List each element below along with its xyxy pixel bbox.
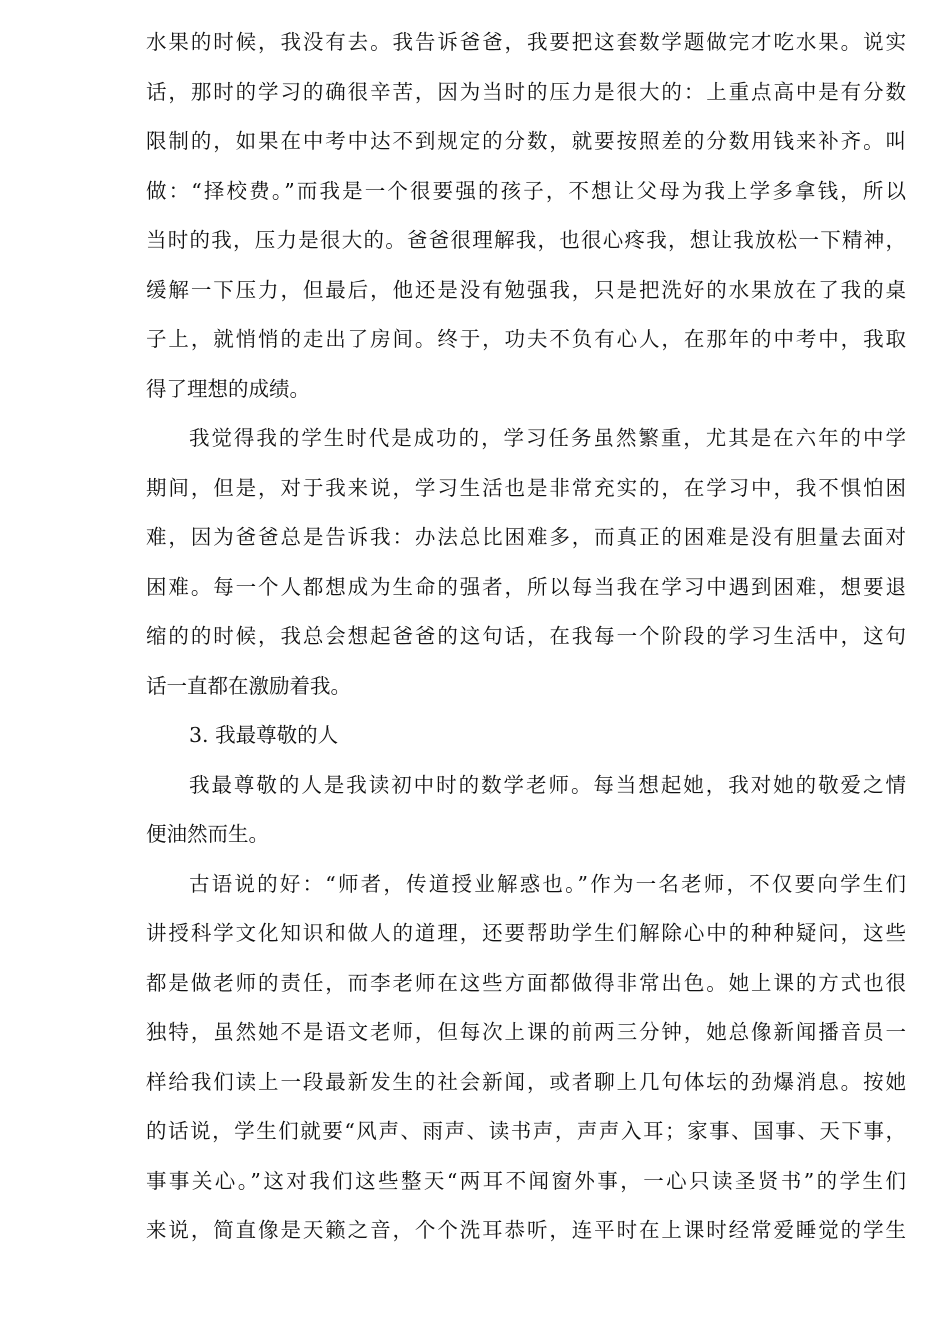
text-line: 便油然而生。 — [146, 822, 269, 846]
text-line: 古语说的好：“师者，传道授业解惑也。”作为一名老师，不仅要向学生们 — [189, 871, 906, 896]
document-body — [146, 18, 906, 1256]
text-line: 当时的我，压力是很大的。爸爸很理解我，也很心疼我，想让我放松一下精神， — [146, 228, 906, 252]
text-line: 子上，就悄悄的走出了房间。终于，功夫不负有心人，在那年的中考中，我取 — [146, 327, 906, 351]
text-line: 的话说，学生们就要“风声、雨声、读书声，声声入耳；家事、国事、天下事， — [146, 1119, 906, 1143]
text-line: 独特，虽然她不是语文老师，但每次上课的前两三分钟，她总像新闻播音员一 — [146, 1020, 906, 1044]
text-line: 限制的，如果在中考中达不到规定的分数，就要按照差的分数用钱来补齐。叫 — [146, 129, 906, 153]
text-line: 困难。每一个人都想成为生命的强者，所以每当我在学习中遇到困难，想要退 — [146, 574, 906, 599]
text-line: 得了理想的成绩。 — [146, 376, 310, 401]
text-line: 讲授科学文化知识和做人的道理，还要帮助学生们解除心中的种种疑问，这些 — [146, 921, 906, 945]
text-line: 我最尊敬的人是我读初中时的数学老师。每当想起她，我对她的敬爱之情 — [189, 772, 906, 797]
paragraph-3 — [146, 761, 906, 860]
text-line: 来说，简直像是天籁之音，个个洗耳恭听，连平时在上课时经常爱睡觉的学生 — [146, 1218, 906, 1242]
paragraph-2 — [146, 414, 906, 711]
section-heading: 3. 我最尊敬的人 — [189, 723, 339, 747]
text-line: 话，那时的学习的确很辛苦，因为当时的压力是很大的：上重点高中是有分数 — [146, 79, 906, 104]
section-heading-paragraph — [146, 711, 906, 761]
paragraph-1 — [146, 18, 906, 414]
text-line: 缓解一下压力，但最后，他还是没有勉强我，只是把洗好的水果放在了我的桌 — [146, 277, 906, 302]
text-line: 水果的时候，我没有去。我告诉爸爸，我要把这套数学题做完才吃水果。说实 — [146, 30, 906, 54]
text-line: 都是做老师的责任，而李老师在这些方面都做得非常出色。她上课的方式也很 — [146, 970, 906, 995]
text-line: 期间，但是，对于我来说，学习生活也是非常充实的，在学习中，我不惧怕困 — [146, 475, 906, 500]
text-line: 我觉得我的学生时代是成功的，学习任务虽然繁重，尤其是在六年的中学 — [189, 426, 906, 450]
paragraph-4 — [146, 860, 906, 1256]
text-line: 难，因为爸爸总是告诉我：办法总比困难多，而真正的困难是没有胆量去面对 — [146, 525, 906, 549]
text-line: 事事关心。”这对我们这些整天“两耳不闻窗外事，一心只读圣贤书”的学生们 — [146, 1168, 906, 1193]
text-line: 做：“择校费。”而我是一个很要强的孩子，不想让父母为我上学多拿钱，所以 — [146, 178, 906, 203]
text-line: 缩的的时候，我总会想起爸爸的这句话，在我每一个阶段的学习生活中，这句 — [146, 624, 906, 648]
text-line: 样给我们读上一段最新发生的社会新闻，或者聊上几句体坛的劲爆消息。按她 — [146, 1069, 906, 1094]
text-line: 话一直都在激励着我。 — [146, 673, 351, 698]
